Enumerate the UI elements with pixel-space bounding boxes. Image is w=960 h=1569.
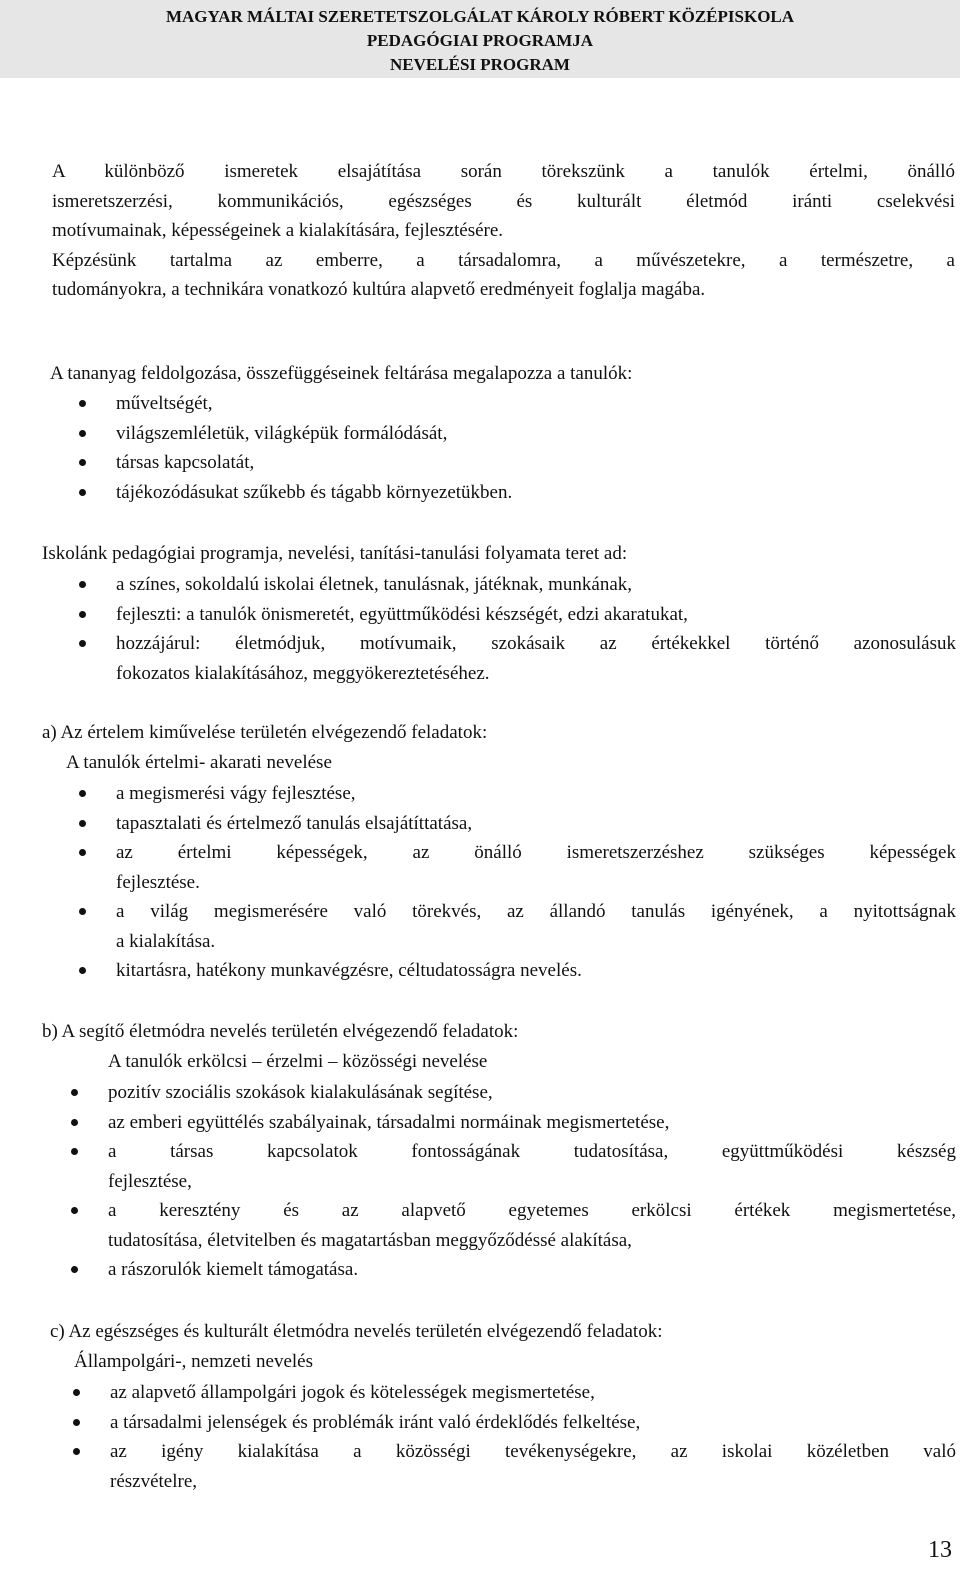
list-item: részvételre,: [110, 1470, 198, 1492]
intro-line: Képzésünk tartalma az emberre, a társadalomra, a művészetekre, a természetre, a: [52, 249, 955, 271]
bullet-icon: [73, 1389, 80, 1396]
tananyag-lead: A tananyag feldolgozása, összefüggéseinek feltárása megalapozza a tanulók:: [50, 363, 633, 384]
section-a-list: [116, 779, 956, 986]
bullet-icon: [79, 908, 86, 915]
bullet-icon: [71, 1089, 78, 1096]
bullet-icon: [79, 967, 86, 974]
section-b-list: [108, 1078, 956, 1285]
bullet-icon: [79, 400, 86, 407]
header-section-title: NEVELÉSI PROGRAM: [390, 55, 570, 74]
intro-line: ismeretszerzési, kommunikációs, egészséges és kulturált életmód iránti cselekvési: [52, 190, 955, 212]
bullet-icon: [79, 430, 86, 437]
section-a-title: a) Az értelem kiművelése területén elvégezendő feladatok:: [42, 722, 488, 743]
list-item: a keresztény és az alapvető egyetemes erkölcsi értékek megismertetése,: [108, 1196, 956, 1226]
list-item: fokozatos kialakításához, meggyökereztetéséhez.: [116, 662, 490, 684]
list-item: a társadalmi jelenségek és problémák iránt való érdeklődés felkeltése,: [110, 1408, 956, 1438]
list-item: pozitív szociális szokások kialakulásának segítése,: [108, 1078, 956, 1108]
list-item: tájékozódásukat szűkebb és tágabb környezetükben.: [116, 478, 956, 508]
list-item: a rászorulók kiemelt támogatása.: [108, 1255, 956, 1285]
list-item: a társas kapcsolatok fontosságának tudatosítása, együttműködési készség: [108, 1137, 956, 1167]
section-c-subtitle: Állampolgári-, nemzeti nevelés: [74, 1351, 313, 1372]
list-item: fejlesztése,: [108, 1170, 192, 1192]
list-item: kitartásra, hatékony munkavégzésre, céltudatosságra nevelés.: [116, 956, 956, 986]
header-program-title: PEDAGÓGIAI PROGRAMJA: [366, 31, 594, 50]
list-item: a világ megismerésére való törekvés, az állandó tanulás igényének, a nyitottságnak: [116, 897, 956, 927]
bullet-icon: [71, 1148, 78, 1155]
intro-line: motívumainak, képességeinek a kialakítására, fejlesztésére.: [52, 220, 504, 241]
intro-line: A különböző ismeretek elsajátítása során törekszünk a tanulók értelmi, önálló: [52, 161, 955, 182]
section-b-title: b) A segítő életmódra nevelés területén elvégezendő feladatok:: [42, 1021, 519, 1042]
list-item: társas kapcsolatát,: [116, 448, 956, 478]
list-item: a színes, sokoldalú iskolai életnek, tanulásnak, játéknak, munkának,: [116, 570, 956, 600]
list-item: műveltségét,: [116, 389, 956, 419]
list-item: fejleszti: a tanulók önismeretét, együttműködési készségét, edzi akaratukat,: [116, 600, 956, 630]
page-number: 13: [928, 1537, 952, 1563]
bullet-icon: [71, 1119, 78, 1126]
bullet-icon: [79, 640, 86, 647]
intro-paragraph: [52, 157, 955, 305]
bullet-icon: [79, 489, 86, 496]
bullet-icon: [73, 1419, 80, 1426]
bullet-icon: [71, 1266, 78, 1273]
list-item: világszemléletük, világképük formálódását,: [116, 419, 956, 449]
iskolank-lead: Iskolánk pedagógiai programja, nevelési, tanítási-tanulási folyamata teret ad:: [42, 543, 628, 564]
tananyag-list: [116, 389, 956, 507]
section-a-subtitle: A tanulók értelmi- akarati nevelése: [66, 752, 332, 773]
section-c-list: [110, 1378, 956, 1496]
bullet-icon: [79, 790, 86, 797]
bullet-icon: [73, 1448, 80, 1455]
bullet-icon: [79, 459, 86, 466]
iskolank-list: [116, 570, 956, 688]
section-c-title: c) Az egészséges és kulturált életmódra nevelés területén elvégezendő feladatok:: [50, 1321, 663, 1342]
intro-line: tudományokra, a technikára vonatkozó kultúra alapvető eredményeit foglalja magába.: [52, 279, 706, 300]
header-school-name: MAGYAR MÁLTAI SZERETETSZOLGÁLAT KÁROLY RÓBERT KÖZÉPISKOLA: [165, 7, 795, 26]
bullet-icon: [79, 820, 86, 827]
list-item: tapasztalati és értelmező tanulás elsajátíttatása,: [116, 809, 956, 839]
list-item: hozzájárul: életmódjuk, motívumaik, szokásaik az értékekkel történő azonosulásuk: [116, 629, 956, 659]
list-item: a kialakítása.: [116, 930, 216, 952]
list-item: az értelmi képességek, az önálló ismeretszerzéshez szükséges képességek: [116, 838, 956, 868]
bullet-icon: [79, 581, 86, 588]
list-item: az emberi együttélés szabályainak, társadalmi normáinak megismertetése,: [108, 1108, 956, 1138]
list-item: fejlesztése.: [116, 871, 200, 893]
list-item: a megismerési vágy fejlesztése,: [116, 779, 956, 809]
bullet-icon: [79, 611, 86, 618]
section-b-subtitle: A tanulók erkölcsi – érzelmi – közösségi nevelése: [108, 1051, 488, 1072]
page-header: [0, 0, 960, 78]
list-item: az alapvető állampolgári jogok és kötelességek megismertetése,: [110, 1378, 956, 1408]
bullet-icon: [71, 1207, 78, 1214]
bullet-icon: [79, 849, 86, 856]
list-item: az igény kialakítása a közösségi tevékenységekre, az iskolai közéletben való: [110, 1437, 956, 1467]
list-item: tudatosítása, életvitelben és magatartásban meggyőződéssé alakítása,: [108, 1229, 632, 1251]
